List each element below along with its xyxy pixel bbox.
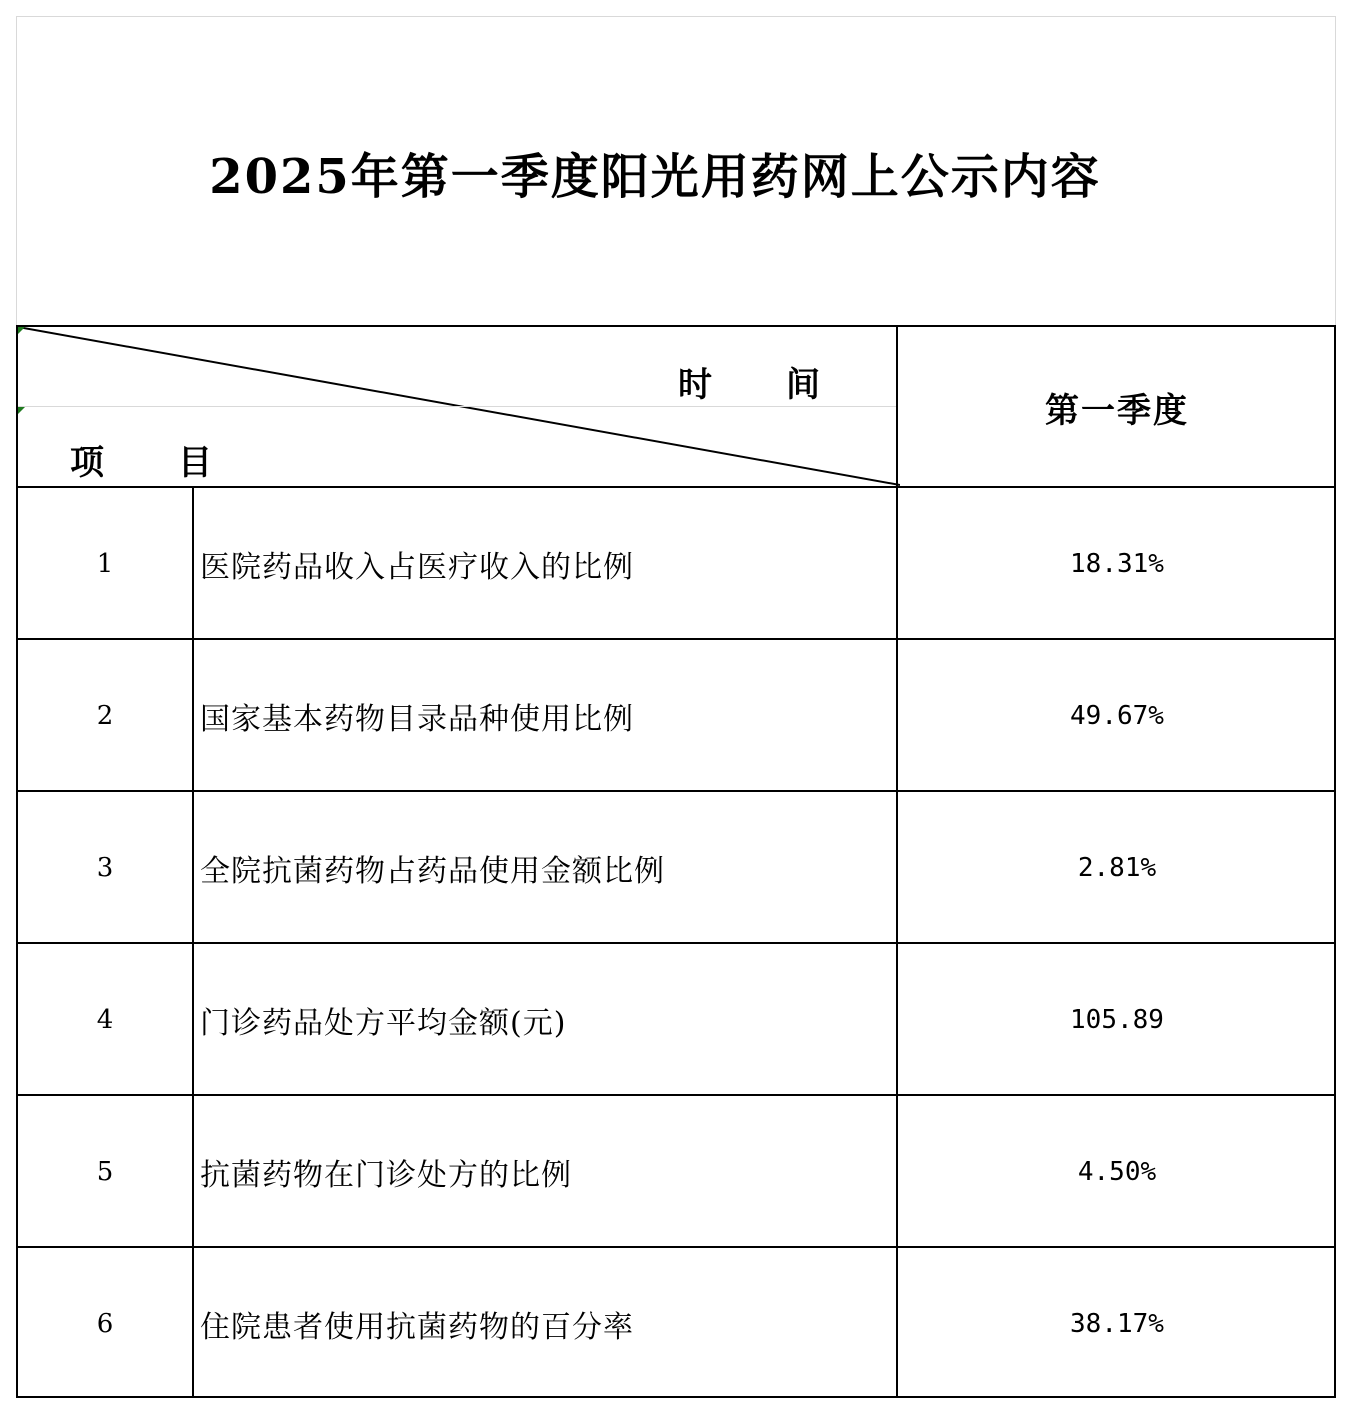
header-split-line <box>18 406 898 407</box>
row-item[interactable]: 全院抗菌药物占药品使用金额比例 <box>200 854 665 889</box>
data-table <box>16 325 1336 1398</box>
title-cell[interactable] <box>16 16 1336 325</box>
row-number[interactable]: 1 <box>96 549 114 579</box>
header-period-cell[interactable] <box>898 327 1336 487</box>
table-row <box>18 1096 1334 1248</box>
row-item[interactable]: 住院患者使用抗菌药物的百分率 <box>200 1310 634 1345</box>
table-row <box>18 792 1334 944</box>
page-title: 2025年第一季度阳光用药网上公示内容 <box>209 149 1101 205</box>
cell-marker-icon <box>18 327 25 334</box>
cell-marker-icon <box>18 407 25 414</box>
row-value[interactable]: 105.89 <box>1070 1005 1164 1035</box>
row-number[interactable]: 3 <box>96 853 114 883</box>
table-row <box>18 1248 1334 1400</box>
table-row <box>18 944 1334 1096</box>
table-row <box>18 488 1334 640</box>
header-item-label: 项 目 <box>70 443 214 483</box>
row-item[interactable]: 医院药品收入占医疗收入的比例 <box>200 550 634 585</box>
row-item[interactable]: 门诊药品处方平均金额(元) <box>200 1006 567 1041</box>
row-value[interactable]: 38.17% <box>1070 1309 1164 1339</box>
table-row <box>18 640 1334 792</box>
header-time-label: 时 间 <box>678 365 822 405</box>
row-item[interactable]: 国家基本药物目录品种使用比例 <box>200 702 634 737</box>
row-value[interactable]: 2.81% <box>1077 853 1157 883</box>
row-number[interactable]: 5 <box>96 1157 114 1187</box>
row-value[interactable]: 49.67% <box>1070 701 1164 731</box>
row-value[interactable]: 4.50% <box>1077 1157 1157 1187</box>
row-value[interactable]: 18.31% <box>1070 549 1164 579</box>
row-number[interactable]: 2 <box>96 701 114 731</box>
row-number[interactable]: 4 <box>96 1005 114 1035</box>
header-period-label: 第一季度 <box>1045 390 1189 431</box>
row-number[interactable]: 6 <box>96 1309 114 1339</box>
row-item[interactable]: 抗菌药物在门诊处方的比例 <box>200 1158 572 1193</box>
spreadsheet <box>16 16 1336 1398</box>
